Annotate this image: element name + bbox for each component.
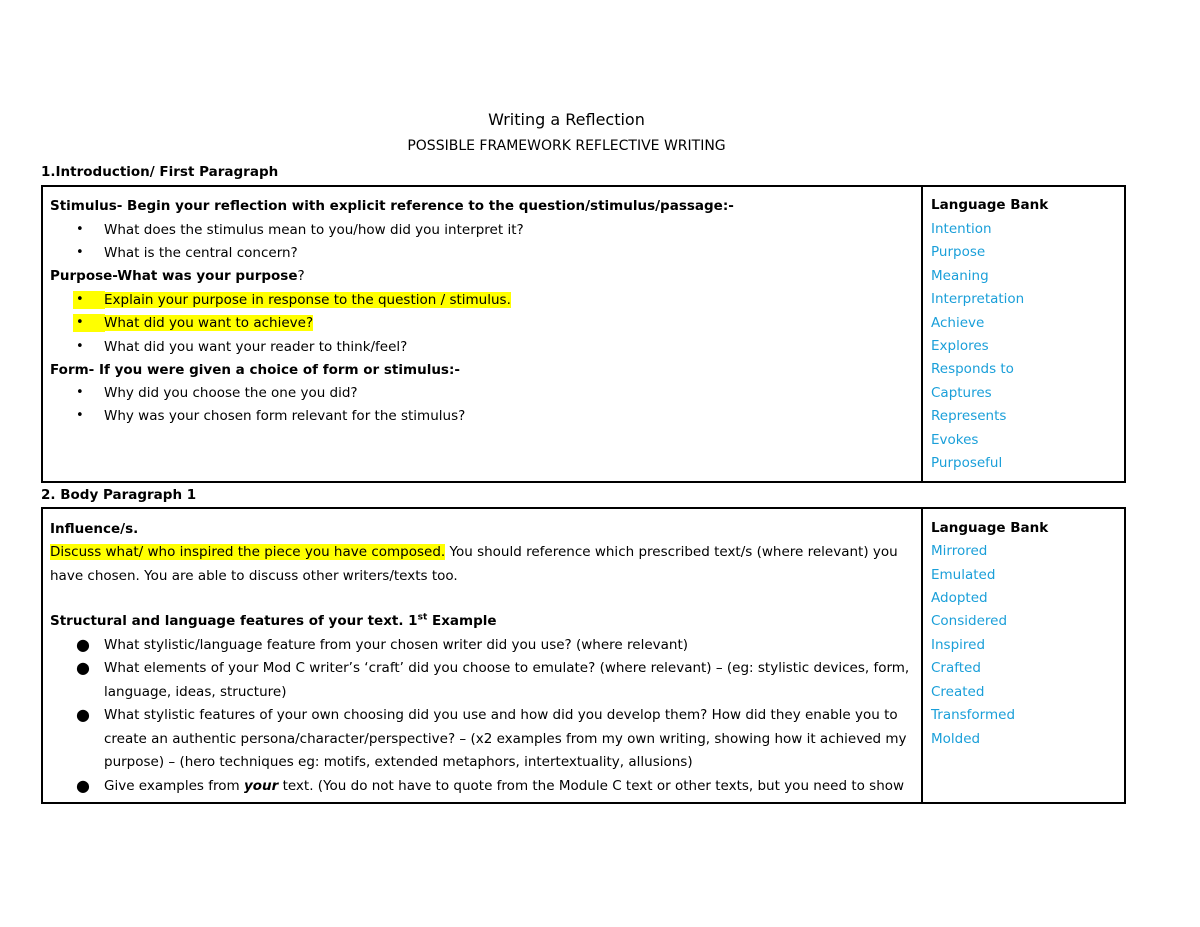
list-item-continuation: language, ideas, structure) — [104, 684, 287, 700]
bullet-icon: • — [76, 339, 84, 354]
bank-word: Transformed — [931, 707, 1016, 723]
document-title: Writing a Reflection — [488, 110, 645, 129]
bullet-icon: • — [73, 314, 105, 332]
list-item: What did you want your reader to think/feel? — [104, 339, 408, 355]
bullet-icon: • — [76, 245, 84, 260]
form-heading: Form- If you were given a choice of form or stimulus:- — [50, 362, 460, 378]
purpose-question-mark: ? — [297, 268, 305, 284]
bank-word: Purposeful — [931, 455, 1003, 471]
list-item: Give examples from your text. (You do not have to quote from the Module C text or other texts, but you need to show — [104, 778, 905, 794]
influence-heading: Influence/s. — [50, 521, 139, 537]
bank-word: Explores — [931, 338, 989, 354]
section1-heading: 1.Introduction/ First Paragraph — [41, 164, 279, 180]
document-subtitle: POSSIBLE FRAMEWORK REFLECTIVE WRITING — [407, 138, 726, 154]
bank-word: Meaning — [931, 268, 989, 284]
list-item: Why was your chosen form relevant for the stimulus? — [104, 408, 466, 424]
section2-language-bank — [923, 509, 1124, 802]
highlighted-text: Discuss what/ who inspired the piece you have composed. — [50, 544, 446, 560]
highlighted-text: What did you want to achieve? — [104, 315, 314, 331]
bank-word: Emulated — [931, 567, 996, 583]
bank-word: Adopted — [931, 590, 988, 606]
structural-heading: Structural and language features of your text. 1st Example — [50, 612, 497, 629]
bank-word: Represents — [931, 408, 1007, 424]
bullet-icon: ● — [76, 705, 90, 724]
list-item: What stylistic features of your own choosing did you use and how did you develop them? How did they enable you to — [104, 707, 898, 723]
bullet-icon: • — [76, 385, 84, 400]
bank-word: Purpose — [931, 244, 986, 260]
bank-word: Mirrored — [931, 543, 988, 559]
language-bank-title: Language Bank — [931, 520, 1049, 536]
bullet-icon: • — [76, 222, 84, 237]
bullet-icon: ● — [76, 776, 90, 795]
stimulus-heading: Stimulus- Begin your reflection with explicit reference to the question/stimulus/passage:- — [50, 198, 734, 214]
bank-word: Responds to — [931, 361, 1014, 377]
bank-word: Evokes — [931, 432, 979, 448]
list-item-continuation: purpose) – (hero techniques eg: motifs, extended metaphors, intertextuality, allusions) — [104, 754, 693, 770]
influence-paragraph-line2: have chosen. You are able to discuss other writers/texts too. — [50, 568, 458, 584]
bank-word: Crafted — [931, 660, 981, 676]
bank-word: Inspired — [931, 637, 986, 653]
bank-word: Intention — [931, 221, 992, 237]
bank-word: Considered — [931, 613, 1008, 629]
section1-content-cell — [43, 187, 923, 481]
bullet-icon: • — [73, 291, 105, 309]
influence-paragraph-line1: Discuss what/ who inspired the piece you have composed. You should reference which prescribed text/s (where relevant) you — [50, 544, 898, 560]
section2-heading: 2. Body Paragraph 1 — [41, 487, 197, 503]
highlighted-text: Explain your purpose in response to the question / stimulus. — [104, 292, 511, 308]
section1-table — [41, 185, 1126, 483]
bank-word: Interpretation — [931, 291, 1025, 307]
list-item-continuation: create an authentic persona/character/perspective? – (x2 examples from my own writing, showing how it achieved my — [104, 731, 907, 747]
bank-word: Achieve — [931, 315, 985, 331]
bank-word: Molded — [931, 731, 981, 747]
list-item: What does the stimulus mean to you/how did you interpret it? — [104, 222, 524, 238]
purpose-heading-line — [50, 267, 305, 285]
bank-word: Captures — [931, 385, 992, 401]
section1-language-bank — [923, 187, 1124, 481]
list-item — [104, 291, 511, 309]
bullet-icon: • — [76, 408, 84, 423]
list-item: Why did you choose the one you did? — [104, 385, 358, 401]
bullet-icon: ● — [76, 635, 90, 654]
section2-table — [41, 507, 1126, 804]
bank-word: Created — [931, 684, 985, 700]
list-item — [104, 314, 313, 332]
list-item: What elements of your Mod C writer’s ‘craft’ did you choose to emulate? (where relevant) – (eg: stylistic devices, form, — [104, 660, 910, 676]
bullet-icon: ● — [76, 658, 90, 677]
purpose-heading: Purpose-What was your purpose — [50, 268, 298, 284]
list-item: What stylistic/language feature from your chosen writer did you use? (where relevant) — [104, 637, 689, 653]
list-item: What is the central concern? — [104, 245, 298, 261]
section2-content-cell — [43, 509, 923, 802]
language-bank-title: Language Bank — [931, 197, 1049, 213]
